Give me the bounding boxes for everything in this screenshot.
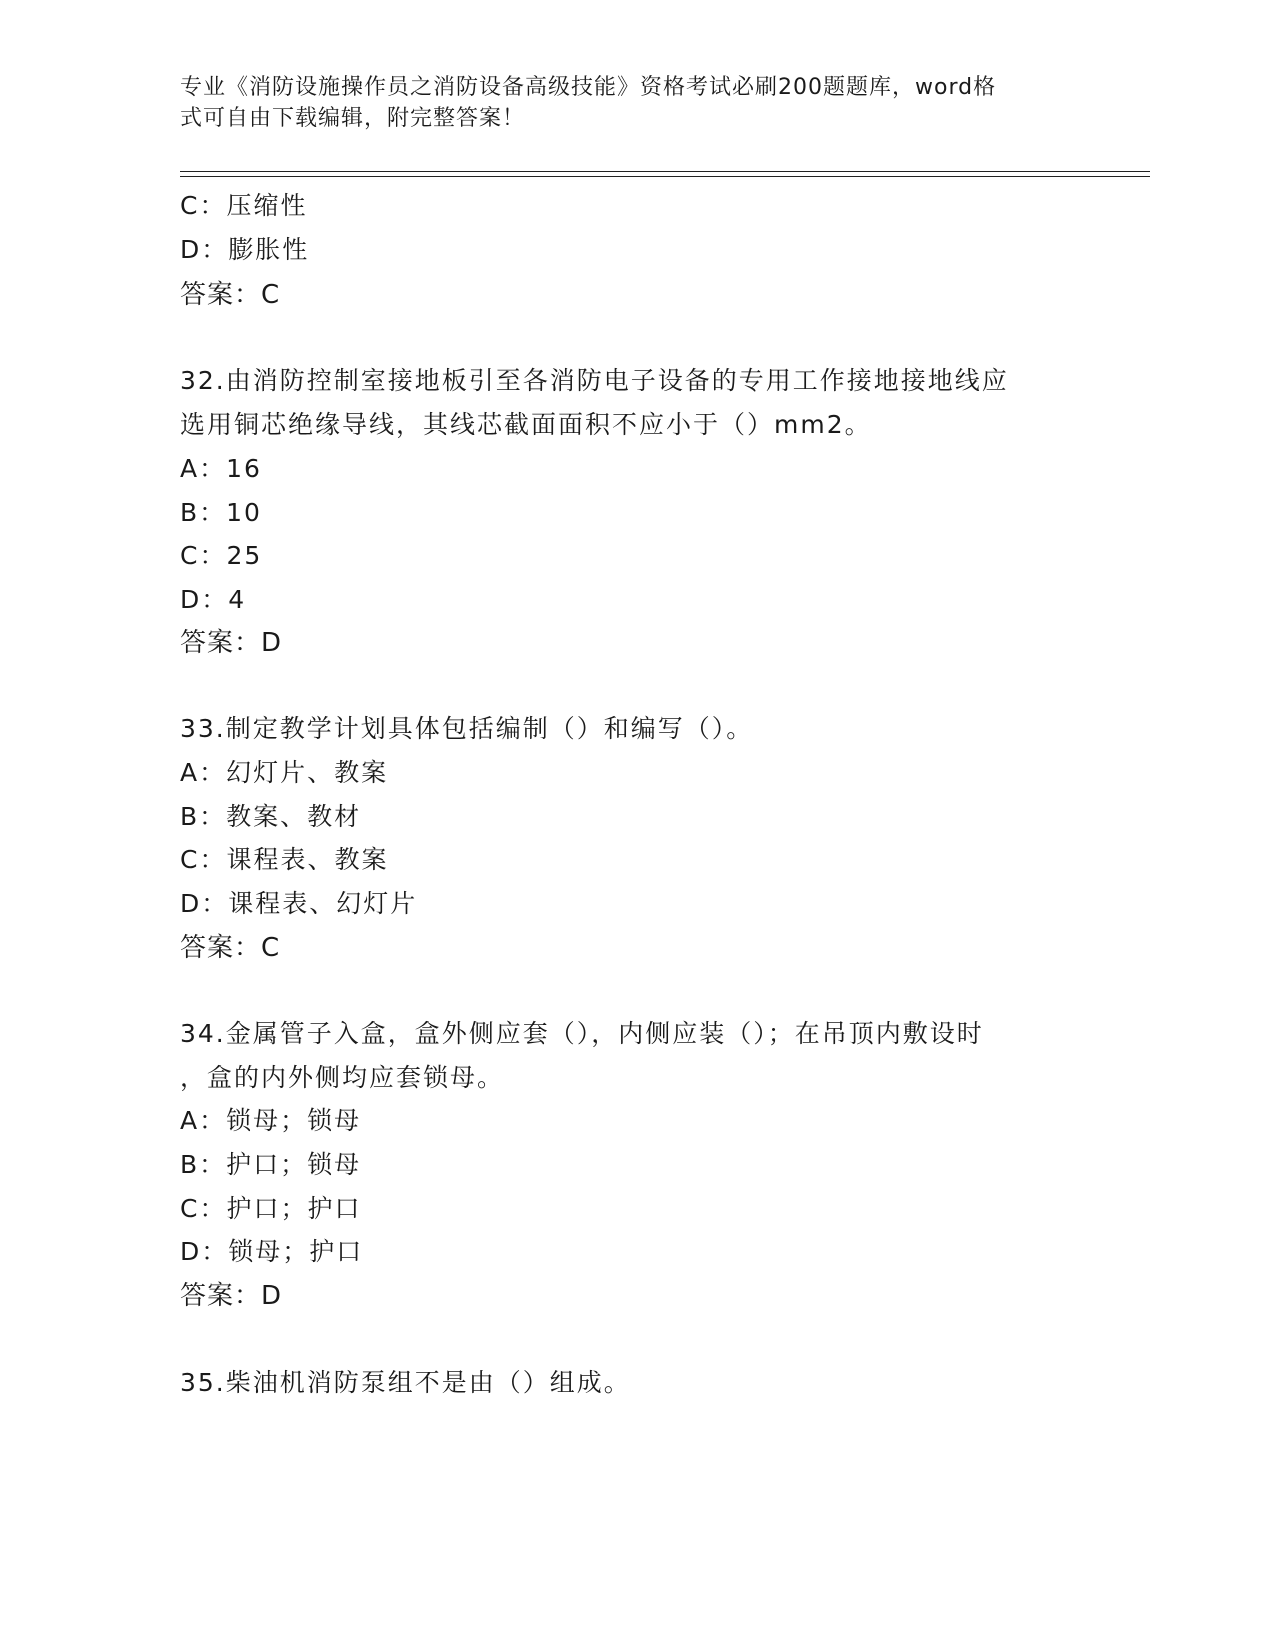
question-32-option-a: A：16: [180, 454, 262, 483]
option-c: C：压缩性: [180, 191, 308, 220]
question-32-answer: 答案：D: [180, 628, 283, 658]
question-35-text: 35.柴油机消防泵组不是由（）组成。: [180, 1368, 631, 1397]
header-rule-bottom: [180, 176, 1150, 177]
question-33-text: 33.制定教学计划具体包括编制（）和编写（）。: [180, 714, 754, 743]
question-34-text-line-1: 34.金属管子入盒，盒外侧应套（），内侧应装（）；在吊顶内敷设时: [180, 1019, 984, 1048]
document-header: [180, 72, 1060, 134]
question-32-text-line-1: 32.由消防控制室接地板引至各消防电子设备的专用工作接地接地线应: [180, 366, 1009, 395]
question-33-option-c: C：课程表、教案: [180, 845, 389, 874]
question-33-option-b: B：教案、教材: [180, 802, 362, 831]
question-34-option-a: A：锁母；锁母: [180, 1106, 362, 1135]
question-32-option-c: C：25: [180, 541, 263, 570]
option-d: D：膨胀性: [180, 235, 310, 264]
header-line-2: 式可自由下载编辑，附完整答案！: [180, 106, 526, 131]
question-32-option-b: B：10: [180, 498, 262, 527]
question-34-answer: 答案：D: [180, 1281, 283, 1311]
question-32-option-d: D：4: [180, 585, 247, 614]
question-33-answer: 答案：C: [180, 933, 281, 963]
answer: 答案：C: [180, 280, 281, 310]
question-34-option-c: C：护口；护口: [180, 1194, 362, 1223]
header-line-1: 专业《消防设施操作员之消防设备高级技能》资格考试必刷200题题库，word格: [180, 75, 997, 100]
question-32-text-line-2: 选用铜芯绝缘导线，其线芯截面面积不应小于（）mm2。: [180, 410, 872, 439]
question-34-text-line-2: ，盒的内外侧均应套锁母。: [180, 1063, 505, 1092]
question-34-option-b: B：护口；锁母: [180, 1150, 362, 1179]
header-rule-top: [180, 171, 1150, 172]
question-33-option-d: D：课程表、幻灯片: [180, 889, 418, 918]
question-33-option-a: A：幻灯片、教案: [180, 758, 389, 787]
question-34-option-d: D：锁母；护口: [180, 1237, 364, 1266]
